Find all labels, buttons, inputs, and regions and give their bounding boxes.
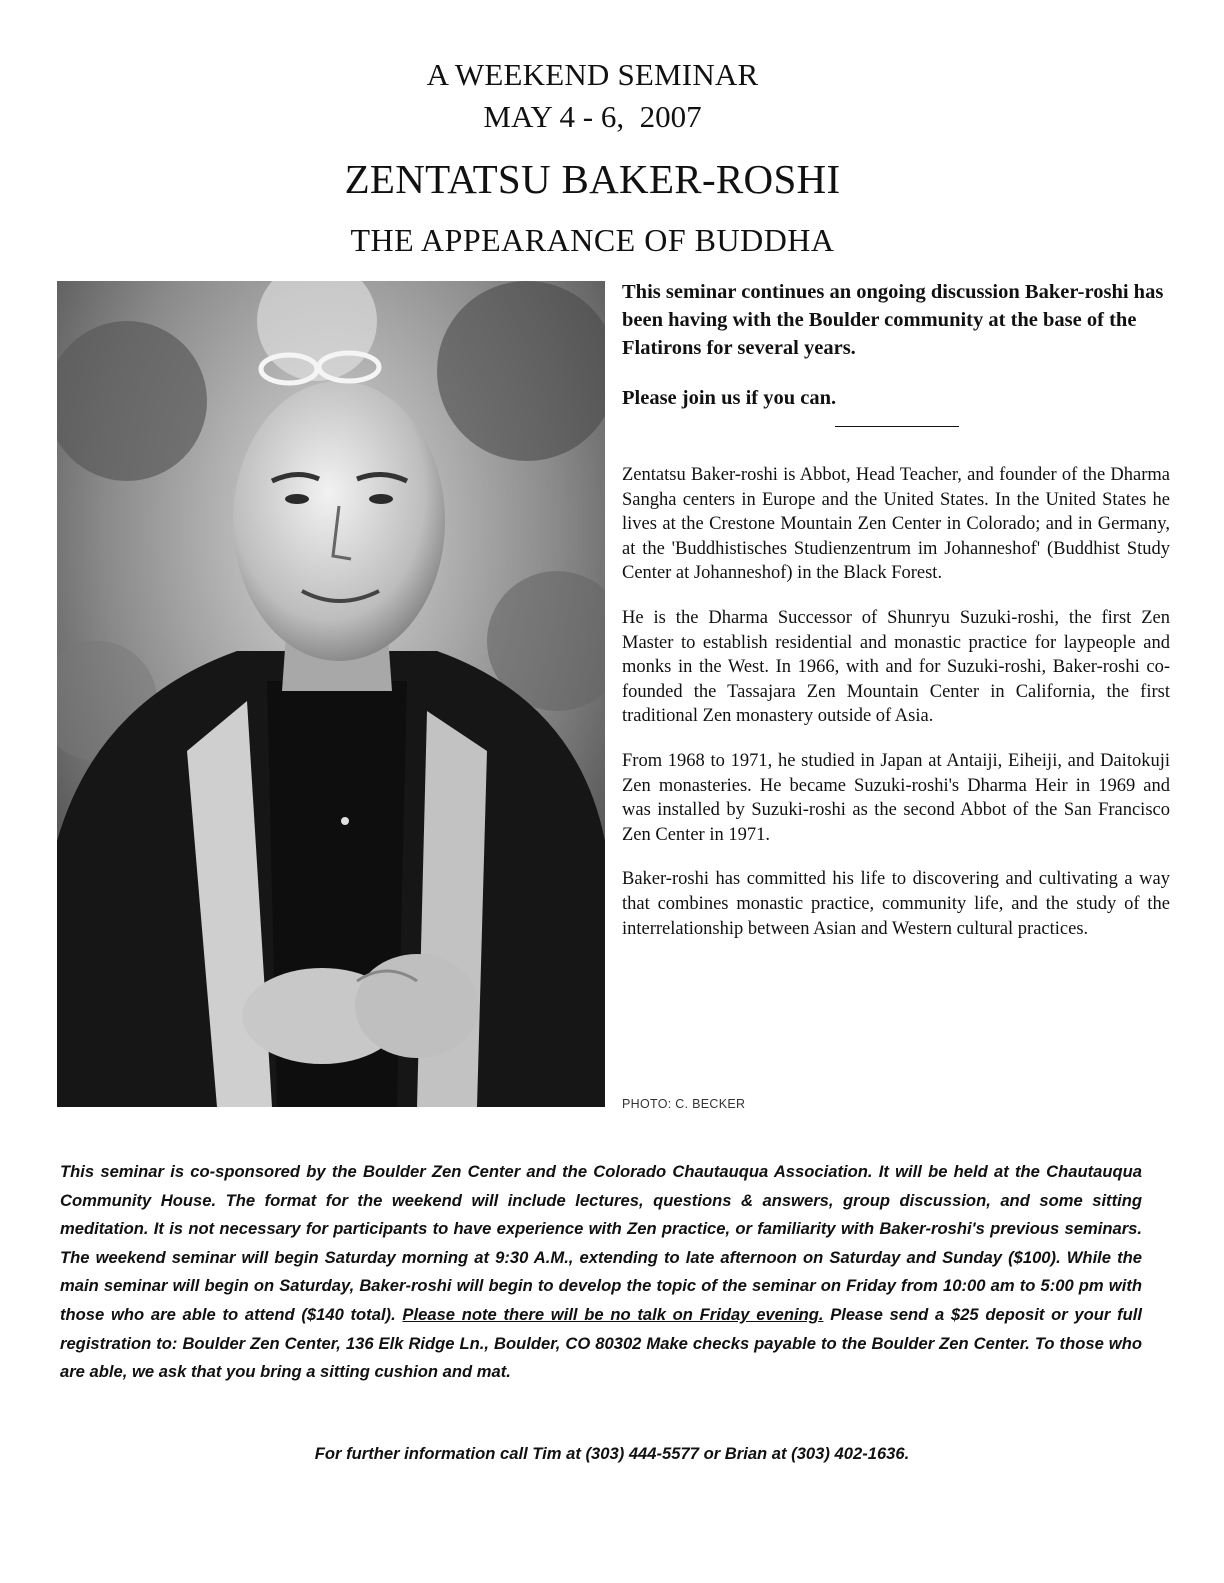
bio-paragraph: Zentatsu Baker-roshi is Abbot, Head Teacher, and founder of the Dharma Sangha centers in Europe and the United States. In the United States he lives at the Crestone Mountain Zen Center in Colorado; and in Germany, at the 'Buddhistisches Studienzentrum im Johanneshof' (Buddhist Study Center at Johanneshof) in the Black Forest. [622,465,1170,584]
bio-paragraph: From 1968 to 1971, he studied in Japan at Antaiji, Eiheiji, and Daitokuji Zen monasteries. He became Suzuki-roshi's Dharma Heir in 1969 and was installed by Suzuki-roshi as the second Abbot of the San Francisco Zen Center in 1971. [622,750,1170,845]
seminar-label: A WEEKEND SEMINAR [426,57,759,92]
contact-info: For further information call Tim at (303) 444-5577 or Brian at (303) 402-1636. [314,1444,910,1463]
portrait-illustration [57,281,605,1107]
bio-paragraph: He is the Dharma Successor of Shunryu Suzuki-roshi, the first Zen Master to establish residential and monastic practice for laypeople and monks in the West. In 1966, with and for Suzuki-roshi, Baker-roshi co-founded the Tassajara Zen Mountain Center in California, the first traditional Zen monastery outside of Asia. [622,607,1170,727]
description-column [622,278,1170,941]
photo-credit: PHOTO: C. BECKER [622,1097,746,1111]
details-text: This seminar is co-sponsored by the Boulder Zen Center and the Colorado Chautauqua Association. It will be held at the Chautauqua Community House. The format for the weekend will include lectures, questions & answers, group discussion, and some sitting meditation. It is not necessary for participants to have experience with Zen practice, or familiarity with Baker-roshi's previous seminars. The weekend seminar will begin Saturday morning at 9:30 A.M., extending to late afternoon on Saturday and Sunday ($100). While the main seminar will begin on Saturday, Baker-roshi will begin to develop the topic of the seminar on Friday from 10:00 am to 5:00 pm with those who are able to attend ($140 total). [60,1162,1142,1324]
bio-paragraph: Baker-roshi has committed his life to discovering and cultivating a way that combines monastic practice, community life, and the study of the interrelationship between Asian and Western cultural practices. [622,869,1170,939]
join-invitation: Please join us if you can. [622,387,837,409]
teacher-name: ZENTATSU BAKER-ROSHI [344,156,841,202]
seminar-dates: MAY 4 - 6, 2007 [483,99,702,134]
seminar-details [60,1158,1142,1387]
friday-note: Please note there will be no talk on Friday evening. [402,1304,824,1324]
teacher-photo [57,281,605,1107]
seminar-topic: THE APPEARANCE OF BUDDHA [350,222,835,258]
intro-text: This seminar continues an ongoing discussion Baker-roshi has been having with the Boulder community at the base of the Flatirons for several years. [622,281,1164,359]
registration-text: Please send a $25 deposit or your full registration to: Boulder Zen Center, 136 Elk Ridge Ln., Boulder, CO 80302 Make checks payable to the Boulder Zen Center. To those who are able, we ask that you bring a sitting cushion and mat. [60,1304,1143,1382]
section-divider [835,426,959,427]
page-header [0,56,1185,260]
